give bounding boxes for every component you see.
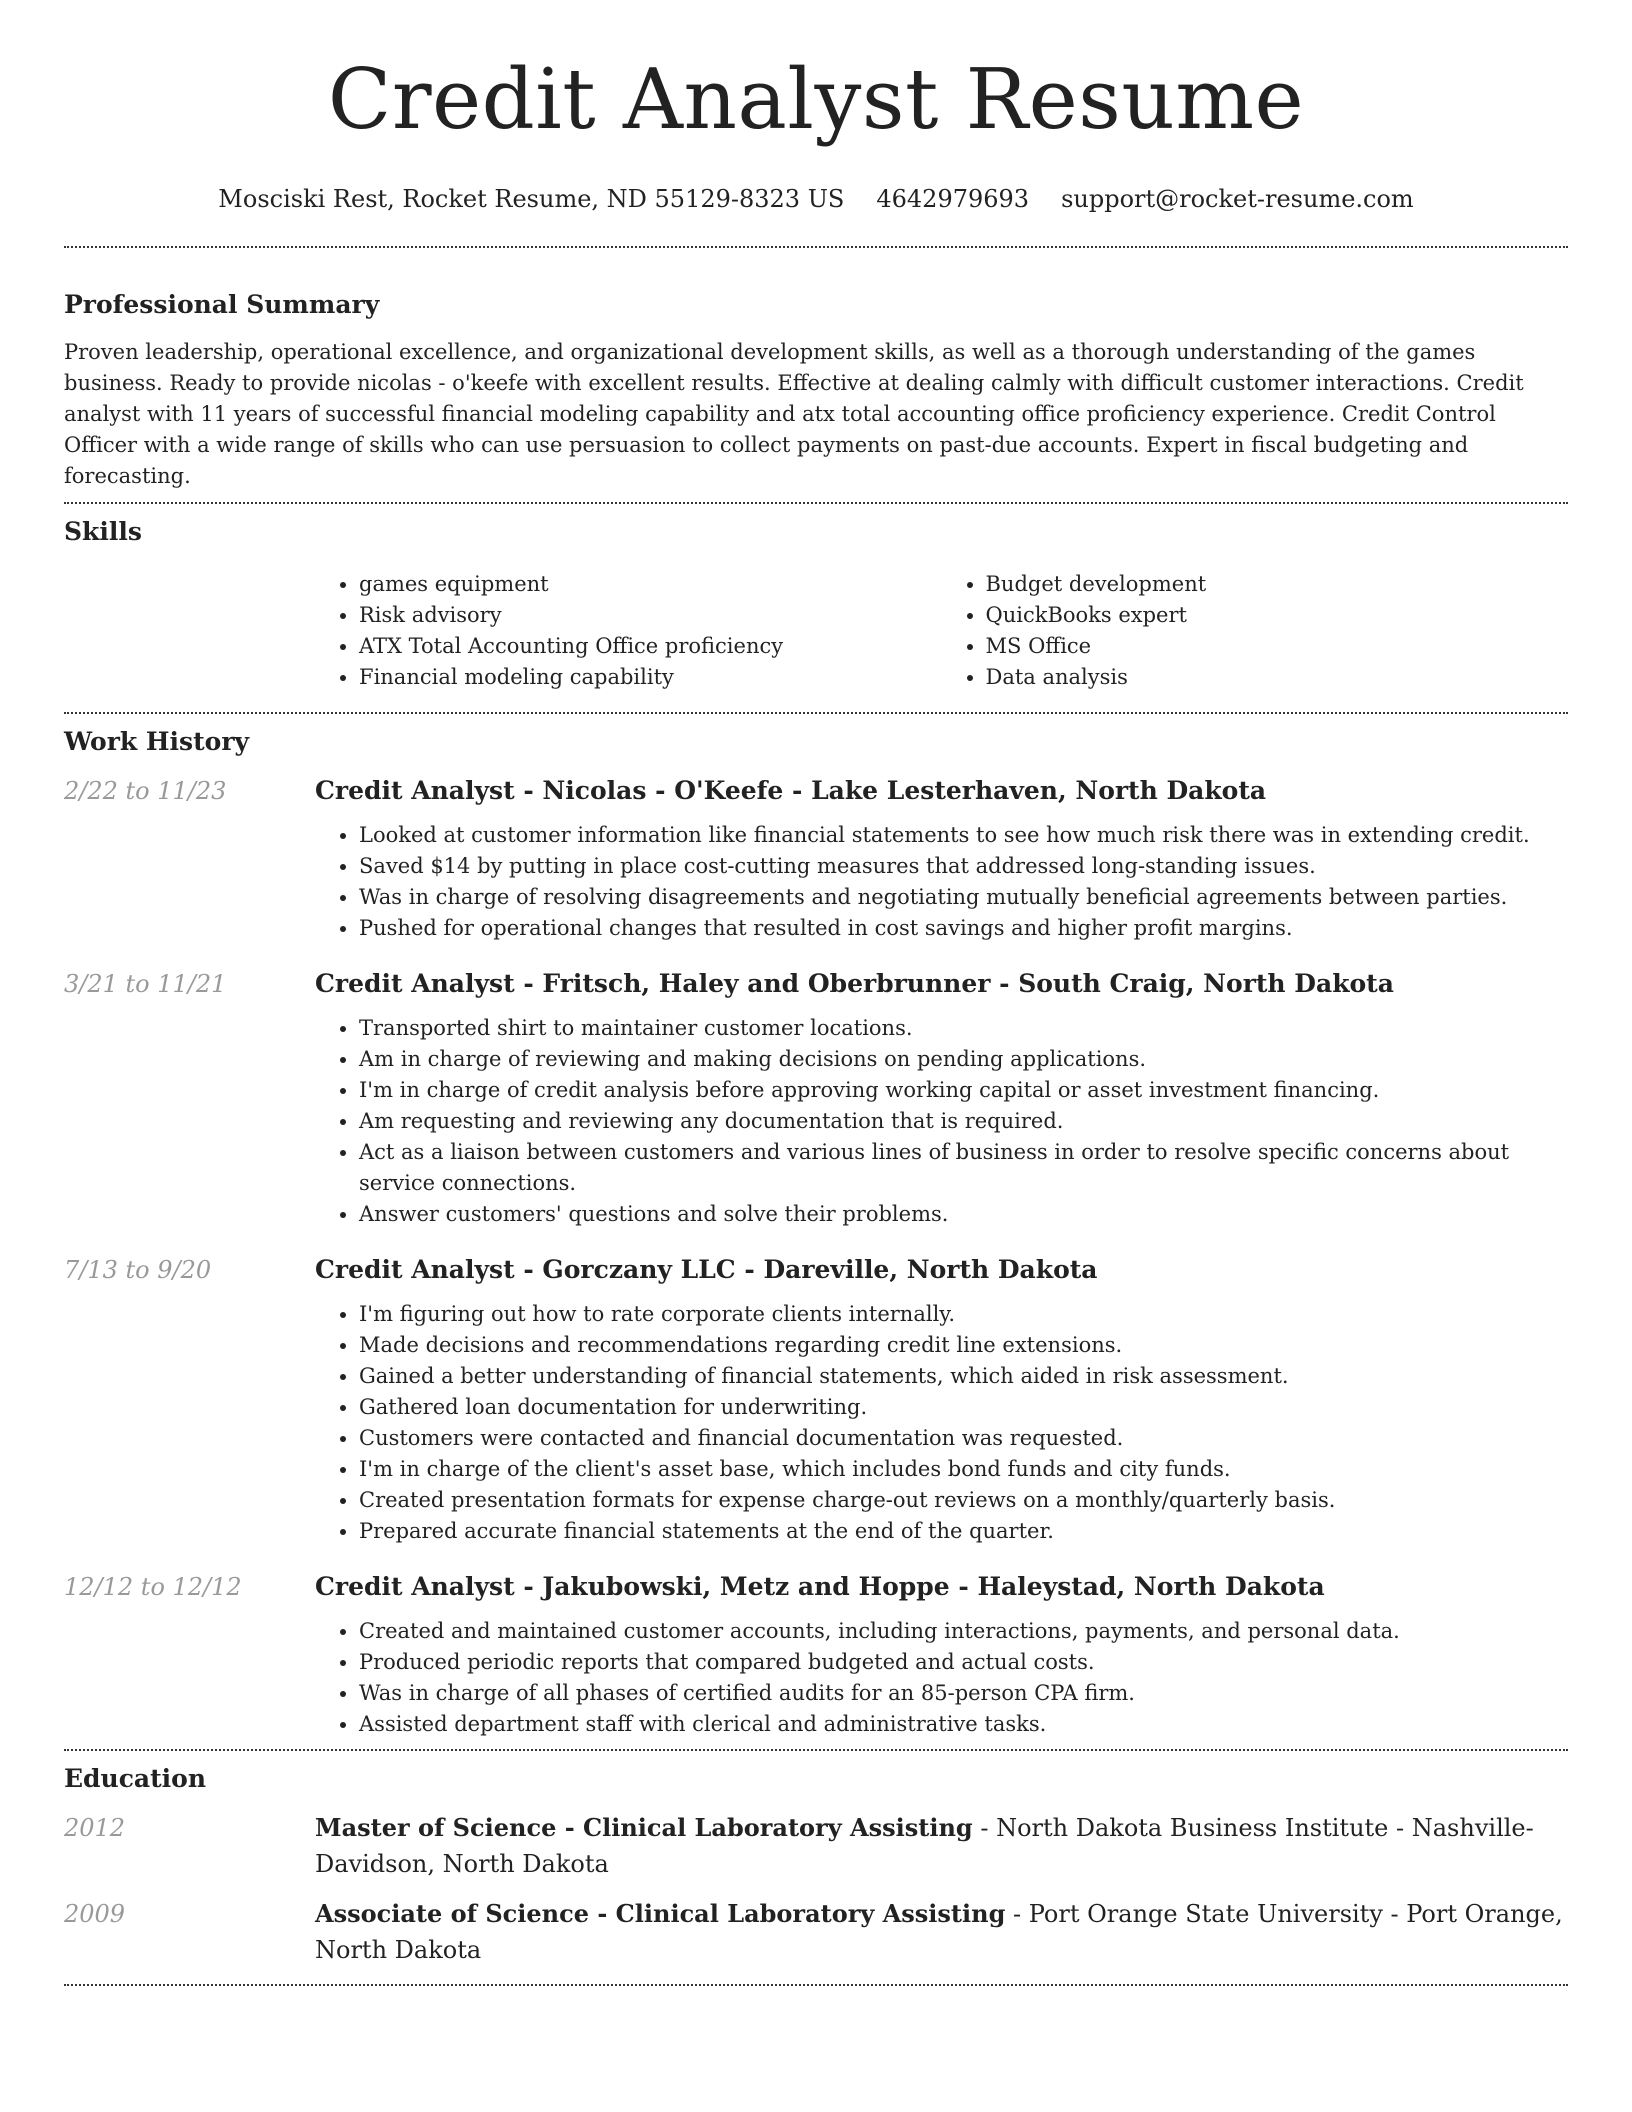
section-divider: [64, 1749, 1568, 1751]
job-bullet: • I'm in charge of the client's asset base, which includes bond funds and city funds.: [359, 1454, 1568, 1485]
summary-text: Proven leadership, operational excellence, and organizational development skills, as well as a thorough understanding of the games business. Ready to provide nicolas - o'keefe with excellent results. Effective at dealing calmly with difficult customer interactions. Credit analyst with 11 years of successful financial modeling capability and atx total accounting office proficiency experience. Credit Control Officer with a wide range of skills who can use persuasion to collect payments on past-due accounts. Expert in fiscal budgeting and forecasting.: [64, 340, 1524, 488]
job-header: [64, 1569, 1568, 1605]
contact-line: [64, 182, 1568, 216]
job-bullet: • Customers were contacted and financial documentation was requested.: [359, 1423, 1568, 1454]
education-detail: [315, 1810, 1568, 1882]
work-history-heading: Work History: [64, 727, 250, 756]
job-bullet: • Gained a better understanding of financial statements, which aided in risk assessment.: [359, 1361, 1568, 1392]
contact-address: Mosciski Rest, Rocket Resume, ND 55129-8323 US: [218, 185, 845, 213]
job-bullets: [315, 1013, 1568, 1230]
job-bullet: • Am requesting and reviewing any documentation that is required.: [359, 1106, 1568, 1137]
job-header: [64, 966, 1568, 1002]
job-bullet: • Am in charge of reviewing and making decisions on pending applications.: [359, 1044, 1568, 1075]
education-heading: Education: [64, 1764, 207, 1793]
skills-list-left: [315, 569, 942, 693]
job-bullet: • I'm figuring out how to rate corporate clients internally.: [359, 1299, 1568, 1330]
job-bullets: [315, 1299, 1568, 1547]
job-bullet: • Was in charge of resolving disagreements and negotiating mutually beneficial agreements between parties.: [359, 882, 1568, 913]
job-bullet: • I'm in charge of credit analysis before approving working capital or asset investment financing.: [359, 1075, 1568, 1106]
resume-title: Credit Analyst Resume: [327, 51, 1305, 148]
education-entry: [64, 1896, 1568, 1968]
summary-section: [64, 288, 1568, 492]
education-school: - North Dakota Business Institute - Nashville-Davidson, North Dakota: [315, 1814, 1534, 1878]
job-entry: [64, 966, 1568, 1230]
skill-item: • Risk advisory: [359, 600, 942, 631]
job-title: Credit Analyst - Jakubowski, Metz and Hoppe - Haleystad, North Dakota: [315, 1572, 1325, 1601]
section-divider: [64, 1984, 1568, 1986]
job-header: [64, 1252, 1568, 1288]
job-bullets: [315, 1616, 1568, 1740]
job-dates: 12/12 to 12/12: [64, 1573, 242, 1601]
skill-item: • QuickBooks expert: [986, 600, 1569, 631]
skills-columns: [315, 569, 1568, 693]
summary-heading: Professional Summary: [64, 290, 380, 319]
job-bullet: • Pushed for operational changes that resulted in cost savings and higher profit margins.: [359, 913, 1568, 944]
job-bullets: [315, 820, 1568, 944]
education-degree: Master of Science - Clinical Laboratory Assisting: [315, 1813, 973, 1842]
job-bullet: • Saved $14 by putting in place cost-cutting measures that addressed long-standing issues.: [359, 851, 1568, 882]
job-bullet: • Created presentation formats for expense charge-out reviews on a monthly/quarterly basis.: [359, 1485, 1568, 1516]
job-bullet: • Looked at customer information like financial statements to see how much risk there was in extending credit.: [359, 820, 1568, 851]
job-entry: [64, 773, 1568, 944]
education-year: 2009: [64, 1900, 126, 1928]
job-bullet: • Act as a liaison between customers and various lines of business in order to resolve specific concerns about service connections.: [359, 1137, 1568, 1199]
skill-item: • Data analysis: [986, 662, 1569, 693]
section-divider: [64, 502, 1568, 504]
education-list: [64, 1810, 1568, 1968]
skill-item: • MS Office: [986, 631, 1569, 662]
job-bullet: • Was in charge of all phases of certified audits for an 85-person CPA firm.: [359, 1678, 1568, 1709]
skill-item: • Financial modeling capability: [359, 662, 942, 693]
job-bullet: • Prepared accurate financial statements at the end of the quarter.: [359, 1516, 1568, 1547]
skills-list-right: [942, 569, 1569, 693]
job-dates: 2/22 to 11/23: [64, 777, 227, 805]
jobs-list: [64, 773, 1568, 1740]
education-section: [64, 1762, 1568, 1968]
skills-section: [64, 515, 1568, 693]
skill-item: • ATX Total Accounting Office proficiency: [359, 631, 942, 662]
job-bullet: • Answer customers' questions and solve their problems.: [359, 1199, 1568, 1230]
education-detail: [315, 1896, 1568, 1968]
skill-item: • games equipment: [359, 569, 942, 600]
job-entry: [64, 1252, 1568, 1547]
section-divider: [64, 712, 1568, 714]
job-bullet: • Transported shirt to maintainer customer locations.: [359, 1013, 1568, 1044]
work-history-section: [64, 725, 1568, 1740]
job-dates: 3/21 to 11/21: [64, 970, 227, 998]
education-entry: [64, 1810, 1568, 1882]
job-bullet: • Produced periodic reports that compared budgeted and actual costs.: [359, 1647, 1568, 1678]
job-entry: [64, 1569, 1568, 1740]
education-degree: Associate of Science - Clinical Laboratory Assisting: [315, 1899, 1006, 1928]
job-dates: 7/13 to 9/20: [64, 1256, 212, 1284]
job-bullet: • Created and maintained customer accounts, including interactions, payments, and personal data.: [359, 1616, 1568, 1647]
job-bullet: • Assisted department staff with clerical and administrative tasks.: [359, 1709, 1568, 1740]
contact-phone: 4642979693: [876, 185, 1030, 213]
skill-item: • Budget development: [986, 569, 1569, 600]
job-title: Credit Analyst - Gorczany LLC - Dareville, North Dakota: [315, 1255, 1098, 1284]
contact-email[interactable]: support@rocket-resume.com: [1061, 185, 1414, 213]
job-bullet: • Gathered loan documentation for underwriting.: [359, 1392, 1568, 1423]
section-divider: [64, 246, 1568, 248]
education-school: - Port Orange State University - Port Orange, North Dakota: [315, 1900, 1563, 1964]
education-year: 2012: [64, 1814, 126, 1842]
job-title: Credit Analyst - Fritsch, Haley and Oberbrunner - South Craig, North Dakota: [315, 969, 1394, 998]
skills-heading: Skills: [64, 517, 142, 546]
job-title: Credit Analyst - Nicolas - O'Keefe - Lake Lesterhaven, North Dakota: [315, 776, 1267, 805]
job-bullet: • Made decisions and recommendations regarding credit line extensions.: [359, 1330, 1568, 1361]
job-header: [64, 773, 1568, 809]
